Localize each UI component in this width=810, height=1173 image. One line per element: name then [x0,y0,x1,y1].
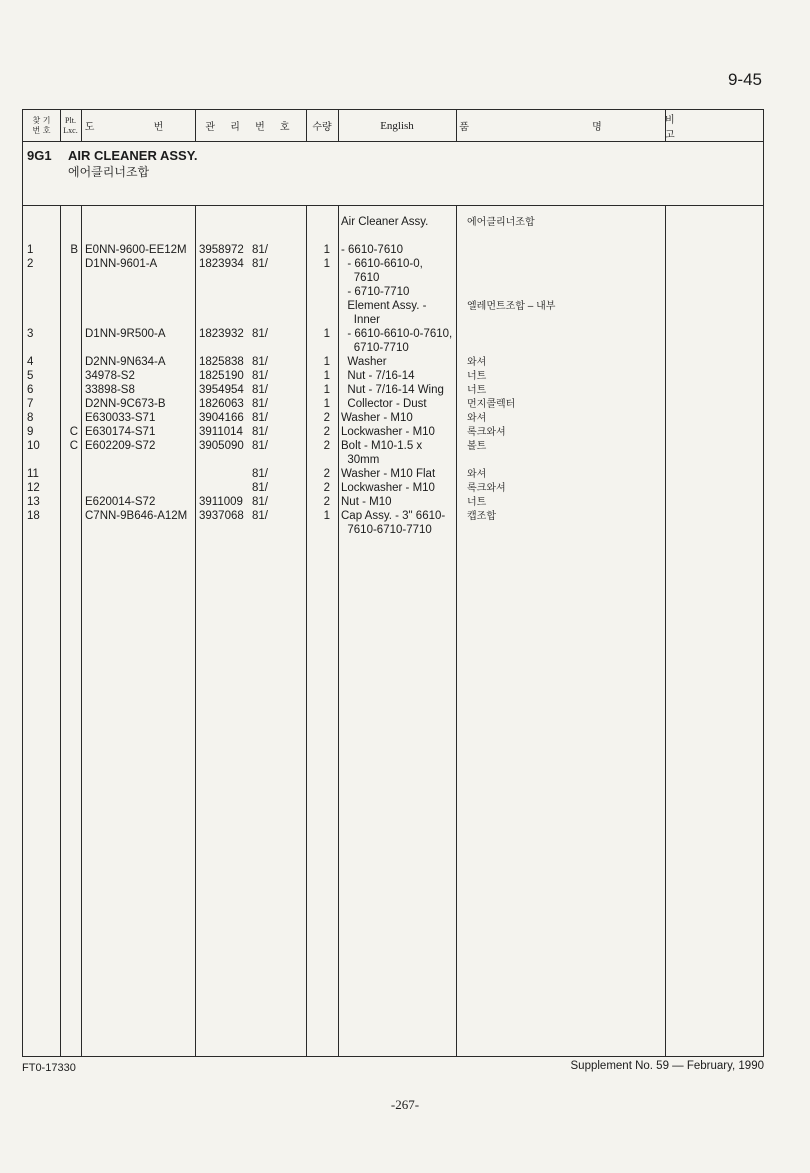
cell-eng: Washer [341,356,387,368]
header-remarks: 비 고 [665,114,711,141]
cell-eng: Nut - 7/16-14 Wing [341,384,444,396]
cell-kor: 엘레먼트조합 – 내부 [467,301,556,312]
cell-loc: C [69,440,78,452]
header-plt-loc [60,110,81,141]
cell-qty: 1 [323,356,330,368]
cell-mgmt: 1823934 [199,258,244,270]
cell-series: 81/ [252,440,268,452]
supplement-note: Supplement No. 59 — February, 1990 [570,1060,764,1072]
cell-ref: 12 [27,482,40,494]
cell-ref: 3 [27,328,34,340]
cell-eng: Air Cleaner Assy. [341,216,429,228]
cell-part: D2NN-9C673-B [85,398,166,410]
page-number: 9-45 [727,70,762,89]
cell-mgmt: 3904166 [199,412,244,424]
cell-eng: Inner [341,314,380,326]
cell-series: 81/ [252,496,268,508]
cell-eng: Nut - M10 [341,496,392,508]
cell-part: D1NN-9R500-A [85,328,166,340]
cell-eng: - 6610-6610-0-7610, [341,328,453,340]
cell-eng: 6710-7710 [341,342,409,354]
cell-series: 81/ [252,244,268,256]
cell-qty: 1 [323,398,330,410]
header-qty: 수량 [312,122,332,133]
cell-mgmt: 3911014 [199,426,243,438]
cell-ref: 11 [27,468,39,480]
cell-mgmt: 1825838 [199,356,244,368]
cell-ref: 5 [27,370,34,382]
col-divider [81,205,82,1056]
cell-part: C7NN-9B646-A12M [85,510,188,522]
col-divider [60,205,61,1056]
header-divider [23,141,763,142]
section-title: AIR CLEANER ASSY. [68,148,198,163]
cell-eng: Cap Assy. - 3" 6610- [341,510,446,522]
cell-qty: 2 [323,412,330,424]
cell-series: 81/ [252,510,268,522]
cell-qty: 2 [323,468,330,480]
cell-eng: Collector - Dust [341,398,427,410]
cell-series: 81/ [252,468,268,480]
cell-eng: Washer - M10 [341,412,413,424]
col-divider [306,205,307,1056]
cell-part: E620014-S72 [85,496,156,508]
cell-eng: Washer - M10 Flat [341,468,436,480]
cell-ref: 1 [27,244,34,256]
cell-qty: 2 [323,482,330,494]
cell-kor: 와셔 [467,357,487,368]
cell-part: 33898-S8 [85,384,135,396]
header-plt-line2: Lxc. [63,125,78,135]
cell-eng: - 6610-6610-0, [341,258,423,270]
cell-kor: 너트 [467,497,487,508]
cell-kor: 록크와셔 [467,427,506,438]
cell-kor: 록크와셔 [467,483,506,494]
cell-eng: Element Assy. - [341,300,427,312]
cell-mgmt: 3905090 [199,440,244,452]
cell-eng: Bolt - M10-1.5 x [341,440,423,452]
cell-series: 81/ [252,356,268,368]
header-ref-no-line2: 번 호 [32,125,51,135]
cell-kor: 너트 [467,385,487,396]
cell-ref: 18 [27,510,40,522]
cell-ref: 9 [27,426,34,438]
cell-ref: 6 [27,384,34,396]
cell-mgmt: 3954954 [199,384,244,396]
cell-eng: - 6610-7610 [341,244,404,256]
section-subtitle: 에어클리너조합 [68,165,150,179]
cell-qty: 1 [323,384,330,396]
cell-loc: C [69,426,78,438]
header-part-no: 도 번 [84,122,192,133]
cell-part: E0NN-9600-EE12M [85,244,187,256]
cell-ref: 13 [27,496,40,508]
cell-ref: 8 [27,412,34,424]
cell-part: D1NN-9601-A [85,258,158,270]
cell-series: 81/ [252,412,268,424]
cell-qty: 2 [323,426,330,438]
col-divider [456,205,457,1056]
cell-series: 81/ [252,398,268,410]
cell-mgmt: 1826063 [199,398,244,410]
cell-qty: 1 [323,370,330,382]
cell-qty: 2 [323,496,330,508]
cell-series: 81/ [252,482,268,494]
cell-qty: 1 [323,258,330,270]
header-plt-line1: Plt. [65,115,76,125]
doc-code: FT0-17330 [22,1062,76,1074]
cell-kor: 먼지콜렉터 [467,399,516,410]
col-divider [665,205,666,1056]
cell-qty: 1 [323,510,330,522]
cell-ref: 4 [27,356,34,368]
section-divider [23,205,763,206]
page-footer-number: -267- [390,1097,420,1112]
cell-series: 81/ [252,426,268,438]
header-korean: 품 명 [459,122,662,133]
header-ref-no-line1: 찾 기 [32,115,51,125]
cell-series: 81/ [252,370,268,382]
cell-kor: 와셔 [467,469,487,480]
cell-qty: 1 [323,244,330,256]
parts-table [22,109,764,1057]
cell-qty: 1 [323,328,330,340]
cell-part: E630033-S71 [85,412,156,424]
cell-kor: 너트 [467,371,487,382]
cell-part: E630174-S71 [85,426,156,438]
cell-eng: Lockwasher - M10 [341,426,435,438]
header-ref-no [23,110,60,141]
cell-kor: 에어클리너조합 [467,217,535,228]
cell-part: 34978-S2 [85,370,135,382]
cell-eng: - 6710-7710 [341,286,410,298]
section-code: 9G1 [27,148,52,163]
cell-loc: B [70,244,78,256]
cell-ref: 2 [27,258,34,270]
header-mgmt-no: 관 리 번 호 [205,122,296,133]
cell-mgmt: 3937068 [199,510,244,522]
cell-eng: 7610 [341,272,380,284]
cell-eng: Nut - 7/16-14 [341,370,415,382]
cell-part: E602209-S72 [85,440,156,452]
cell-eng: 7610-6710-7710 [341,524,432,536]
cell-mgmt: 1825190 [199,370,244,382]
cell-mgmt: 1823932 [199,328,244,340]
cell-mgmt: 3911009 [199,496,243,508]
cell-kor: 볼트 [467,441,487,452]
cell-eng: 30mm [341,454,380,466]
cell-series: 81/ [252,384,268,396]
cell-kor: 캡조합 [467,511,496,522]
cell-ref: 10 [27,440,40,452]
cell-series: 81/ [252,328,268,340]
col-divider [195,205,196,1056]
cell-eng: Lockwasher - M10 [341,482,435,494]
header-english: English [380,119,414,132]
cell-part: D2NN-9N634-A [85,356,166,368]
cell-kor: 와셔 [467,413,487,424]
col-divider [338,205,339,1056]
cell-qty: 2 [323,440,330,452]
cell-ref: 7 [27,398,34,410]
cell-mgmt: 3958972 [199,244,244,256]
cell-series: 81/ [252,258,268,270]
